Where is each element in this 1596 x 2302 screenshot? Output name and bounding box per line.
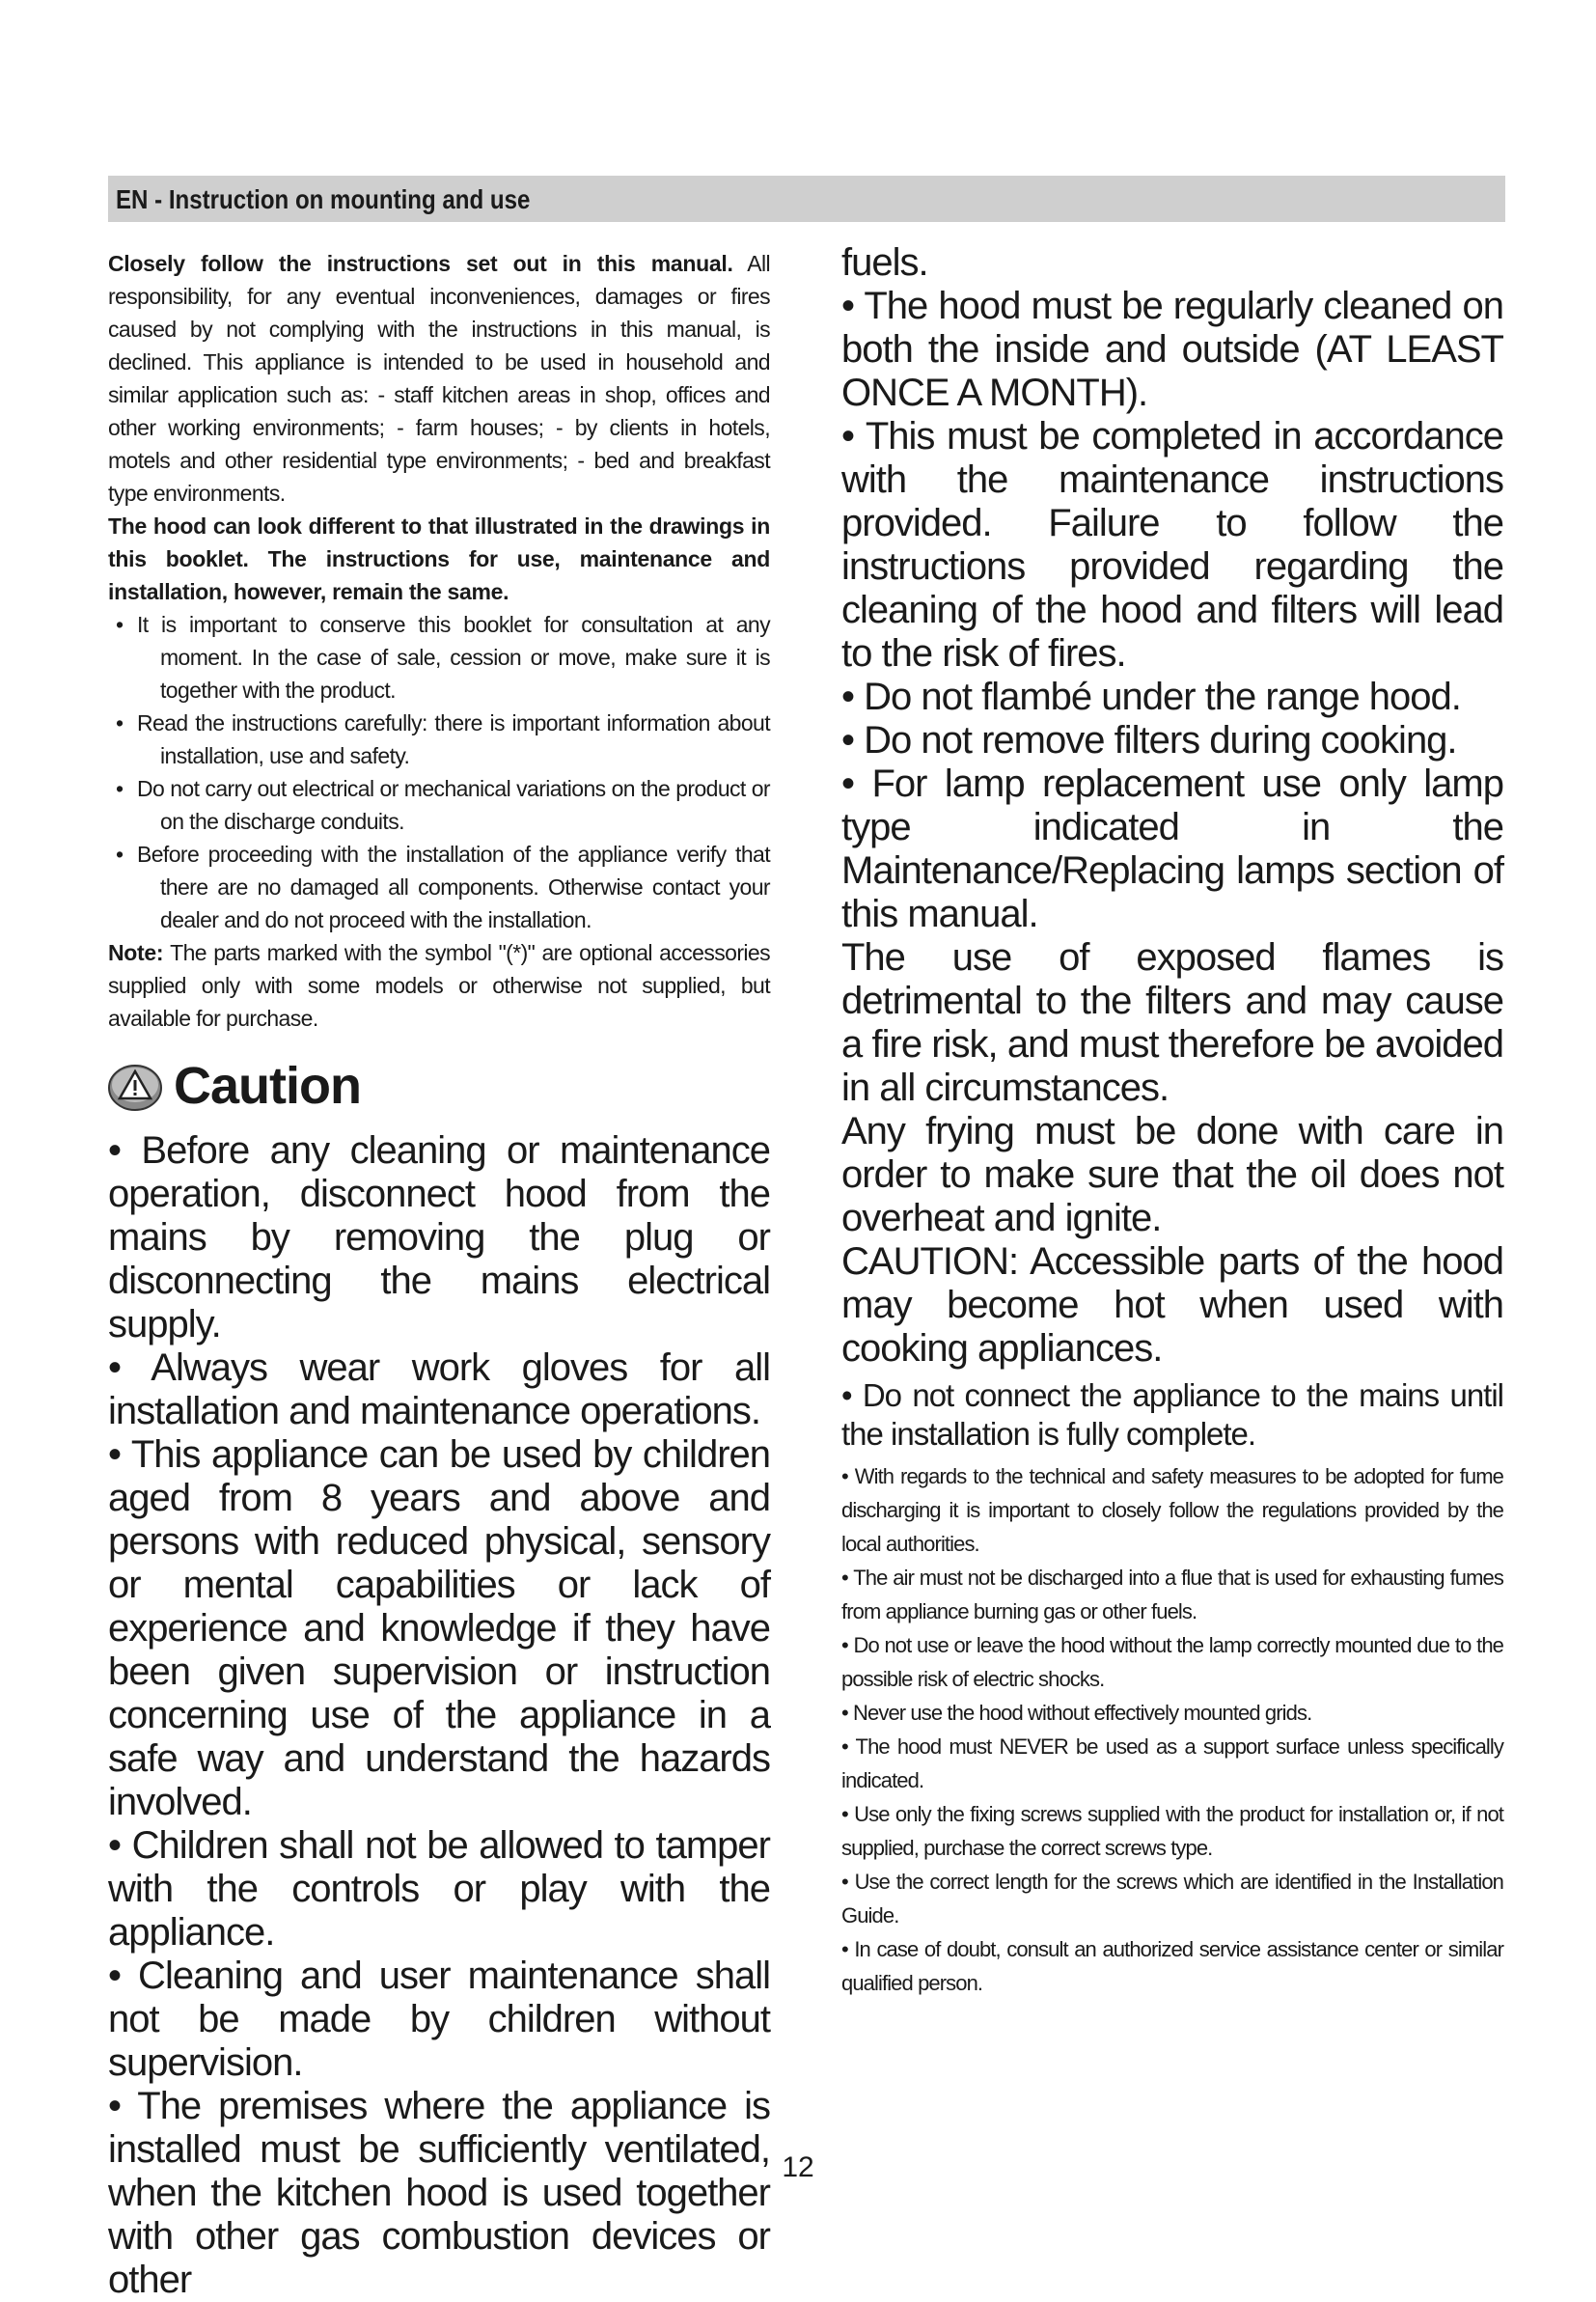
safety-item: • With regards to the technical and safety measures to be adopted for fume discharging it is important to closely follow the regulations provided by the local authorities. (841, 1464, 1503, 1556)
left-column (108, 247, 770, 2302)
mains-warning: • Do not connect the appliance to the mains until the installation is fully complete. (841, 1377, 1503, 1452)
note-label: Note: (108, 940, 164, 965)
caution-item: • Always wear work gloves for all installation and maintenance operations. (108, 1346, 770, 1432)
caution-title: Caution (174, 1057, 361, 1115)
page-number: 12 (782, 2151, 814, 2183)
warning-item: • Do not flambé under the range hood. (841, 676, 1461, 718)
list-item: • Do not carry out electrical or mechanical variations on the product or on the discharge conduits. (116, 776, 770, 834)
safety-item: • The hood must NEVER be used as a support surface unless specifically indicated. (841, 1734, 1503, 1792)
list-item: • Before proceeding with the installation of the appliance verify that there are no damaged all components. Otherwise contact your dealer and do not proceed with the installation. (116, 842, 770, 932)
note-paragraph (108, 936, 770, 1035)
appearance-notice-text: The hood can look different to that illustrated in the drawings in this booklet. The instructions for use, maintenance and installation, however, remain the same. (108, 513, 770, 604)
right-column (841, 241, 1503, 2000)
intro-text: All responsibility, for any eventual inconveniences, damages or fires caused by not complying with the instructions in this manual, is declined. This appliance is intended to be used in household and similar application such as: - staff kitchen areas in shop, offices and other working environments; - farm houses; - by clients in hotels, motels and other residential type environments; - bed and breakfast type environments. (108, 251, 770, 506)
warning-item: fuels. (841, 241, 928, 284)
warning-item: • For lamp replacement use only lamp type indicated in the Maintenance/Replacing lamps section of this manual. (841, 763, 1503, 935)
section-header-bar (108, 176, 1505, 222)
caution-item: • The premises where the appliance is installed must be sufficiently ventilated, when the kitchen hood is used together with other gas combustion devices or other (108, 2085, 770, 2301)
safety-item: • Never use the hood without effectively mounted grids. (841, 1701, 1312, 1725)
warning-item: • The hood must be regularly cleaned on both the inside and outside (AT LEAST ONCE A MONTH). (841, 285, 1503, 414)
safety-item: • Use only the fixing screws supplied with the product for installation or, if not supplied, purchase the correct screws type. (841, 1802, 1503, 1860)
warning-triangle-icon (108, 1064, 162, 1112)
list-item: • Read the instructions carefully: there is important information about installation, use and safety. (116, 710, 770, 768)
caution-item: • Children shall not be allowed to tamper with the controls or play with the appliance. (108, 1824, 770, 1954)
warning-item: Any frying must be done with care in order to make sure that the oil does not overheat and ignite. (841, 1110, 1503, 1239)
warning-item: • Do not remove filters during cooking. (841, 719, 1457, 762)
appearance-notice (108, 510, 770, 608)
caution-item: • This appliance can be used by children aged from 8 years and above and persons with reduced physical, sensory or mental capabilities or lack of experience and knowledge if they have been given supervision or instruction concerning use of the appliance in a safe way and understand the hazards involved. (108, 1433, 770, 1823)
warning-item: The use of exposed flames is detrimental to the filters and may cause a fire risk, and must therefore be avoided in all circumstances. (841, 936, 1503, 1109)
warning-item: • This must be completed in accordance with the maintenance instructions provided. Failure to follow the instructions provided regarding the cleaning of the hood and filters will lead to the risk of fires. (841, 415, 1503, 675)
caution-item: • Before any cleaning or maintenance operation, disconnect hood from the mains by removing the plug or disconnecting the mains electrical supply. (108, 1129, 770, 1345)
warning-item: CAUTION: Accessible parts of the hood may become hot when used with cooking appliances. (841, 1240, 1503, 1370)
safety-item: • Do not use or leave the hood without the lamp correctly mounted due to the possible risk of electric shocks. (841, 1633, 1503, 1691)
safety-item: • Use the correct length for the screws which are identified in the Installation Guide. (841, 1870, 1503, 1928)
caution-heading (108, 1057, 770, 1120)
general-bullet-list (108, 608, 770, 936)
safety-item: • The air must not be discharged into a flue that is used for exhausting fumes from appliance burning gas or other fuels. (841, 1566, 1503, 1623)
safety-item: • In case of doubt, consult an authorized service assistance center or similar qualified person. (841, 1937, 1503, 1995)
note-text: The parts marked with the symbol "(*)" are optional accessories supplied only with some models or otherwise not supplied, but available for purchase. (108, 940, 770, 1031)
section-title: EN - Instruction on mounting and use (116, 184, 531, 214)
caution-item: • Cleaning and user maintenance shall not be made by children without supervision. (108, 1955, 770, 2084)
intro-bold-text: Closely follow the instructions set out in this manual. (108, 251, 733, 276)
list-item: • It is important to conserve this booklet for consultation at any moment. In the case of sale, cession or move, make sure it is together with the product. (116, 612, 770, 703)
intro-paragraph (108, 247, 770, 510)
